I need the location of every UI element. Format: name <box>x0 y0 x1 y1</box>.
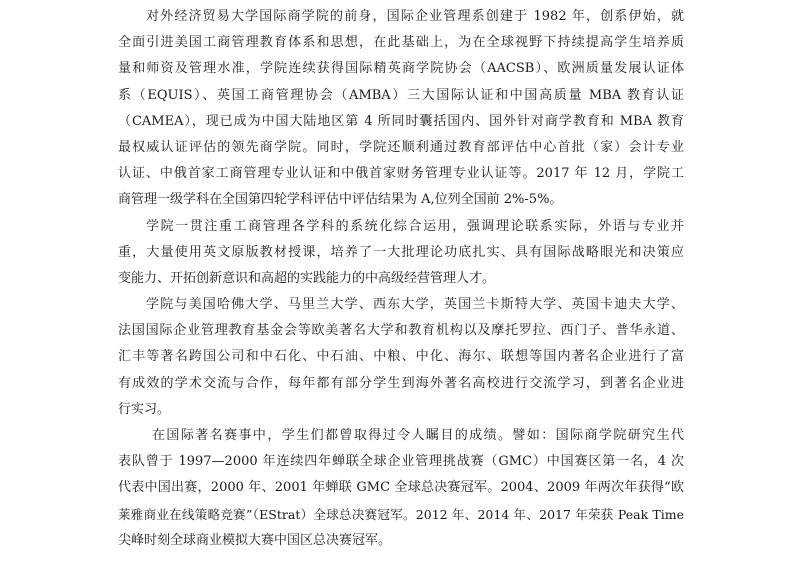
text-line: 在国际著名赛事中，学生们都曾取得过令人瞩目的成绩。譬如：国际商学院研究生代 <box>152 428 684 443</box>
paragraph-history <box>118 4 684 214</box>
text-line: 学院一贯注重工商管理各学科的系统化综合运用，强调理论联系实际，外语与专业并 <box>146 218 684 234</box>
text-line: 表队曾于 1997—2000 年连续四年蝉联全球企业管理挑战赛（GMC）中国赛区第一名，4 次 <box>118 454 684 470</box>
text-line: 系（EQUIS）、英国工商管理协会（AMBA）三大国际认证和中国高质量 MBA 教育认证 <box>118 87 684 103</box>
text-line: 商管理一级学科在全国第四轮学科评估中评估结果为 A,位列全国前 2%-5%。 <box>118 192 563 208</box>
text-line: 最权威认证评估的领先商学院。同时，学院还顺利通过教育部评估中心首批（家）会计专业 <box>118 139 684 155</box>
text-line: 法国国际企业管理教育基金会等欧美著名大学和教育机构以及摩托罗拉、西门子、普华永道、 <box>118 323 684 339</box>
text-line: 行实习。 <box>118 401 171 417</box>
text-line: 汇丰等著名跨国公司和中石化、中石油、中粮、中化、海尔、联想等国内著名企业进行了富 <box>118 349 684 365</box>
text-line: 代表中国出赛，2000 年、2001 年蝉联 GMC 全球总决赛冠军。2004、2009 年两次年获得“欧 <box>118 480 684 496</box>
text-line: 量和师资及管理水准，学院连续获得国际精英商学院协会（AACSB）、欧洲质量发展认证体 <box>118 61 684 77</box>
text-line: 学院与美国哈佛大学、马里兰大学、西东大学，英国兰卡斯特大学、英国卡迪夫大学、 <box>146 297 684 313</box>
text-line: 全面引进美国工商管理教育体系和思想，在此基础上，为在全球视野下持续提高学生培养质 <box>118 35 684 51</box>
text-line: 认证、中俄首家工商管理专业认证和中俄首家财务管理专业认证等。2017 年 12 月，学院工 <box>118 166 684 182</box>
text-line: 莱雅商业在线策略竞赛”（EStrat）全球总决赛冠军。2012 年、2014 年、2017 年荣获 Peak Time <box>118 506 684 522</box>
text-line: 尖峰时刻全球商业模拟大赛中国区总决赛冠军。 <box>118 532 392 548</box>
paragraph-teaching <box>118 214 684 293</box>
text-line: （CAMEA），现已成为中国大陆地区第 4 所同时囊括国内、国外针对商学教育和 MBA 教育 <box>118 113 684 129</box>
text-line: 重，大量使用英文原版教材授课，培养了一大批理论功底扎实、具有国际战略眼光和决策应 <box>118 244 684 260</box>
text-line: 变能力、开拓创新意识和高超的实践能力的中高级经营管理人才。 <box>118 270 496 286</box>
text-line: 有成效的学术交流与合作，每年都有部分学生到海外著名高校进行交流学习，到著名企业进 <box>118 375 684 391</box>
paragraph-competitions <box>118 423 684 554</box>
text-line: 对外经济贸易大学国际商学院的前身，国际企业管理系创建于 1982 年，创系伊始，就 <box>146 9 684 24</box>
document-page <box>118 0 684 554</box>
paragraph-cooperation <box>118 292 684 423</box>
